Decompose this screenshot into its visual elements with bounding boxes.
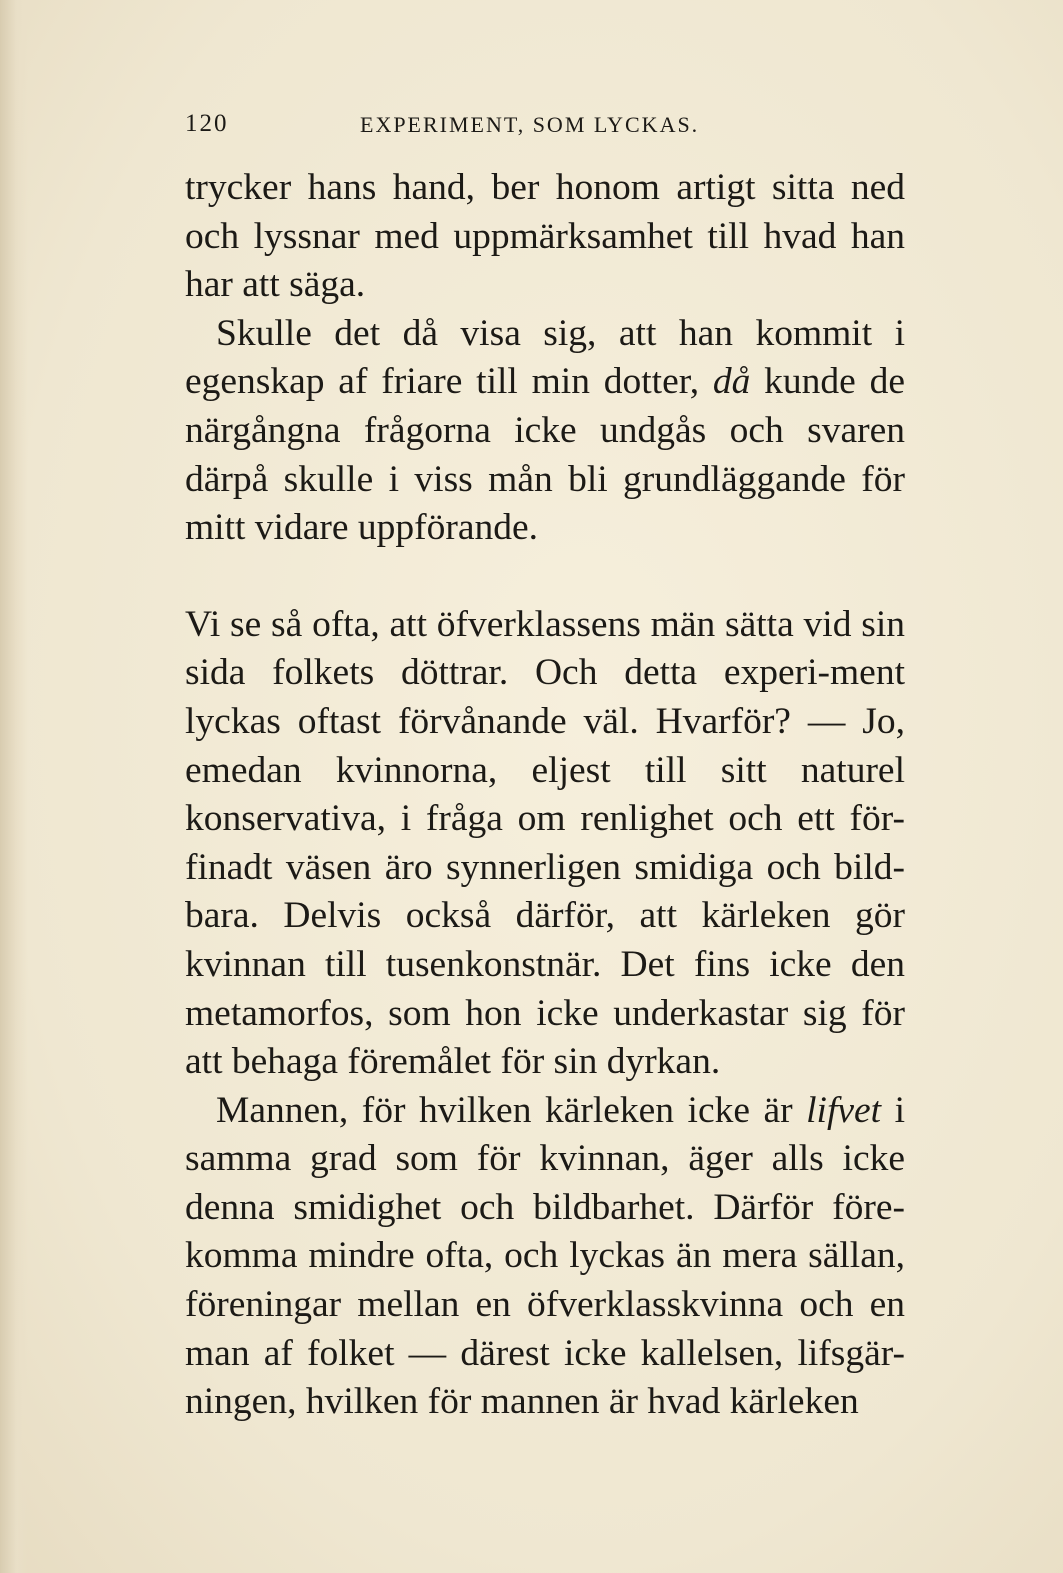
body-text — [185, 164, 905, 1427]
text-line: finadt väsen äro synnerligen smidiga och bild- — [185, 846, 905, 888]
text-line: Skulle det då visa sig, att han kommit i — [216, 312, 905, 354]
page-number: 120 — [185, 110, 229, 137]
text-line: Vi se så ofta, att öfverklassens män sätta — [185, 603, 794, 645]
running-title: EXPERIMENT, SOM LYCKAS. — [360, 112, 700, 137]
page-header — [185, 110, 905, 150]
text-line: man af folket — därest icke kallelsen, lifsgär- — [185, 1332, 905, 1374]
text-line: och lyssnar med uppmärksamhet till hvad han — [185, 215, 905, 257]
text-line: har att säga. — [185, 264, 366, 306]
text-line: ment lyckas oftast förvånande väl. Hvarför? — [185, 652, 905, 742]
text-line: denna smidighet och bildbarhet. Därför före- — [185, 1186, 905, 1228]
text-line: mitt vidare uppförande. — [185, 507, 539, 549]
text-line: föreningar mellan en öfverklasskvinna och en — [185, 1284, 905, 1326]
text-line: Mannen, för hvilken kärleken icke är — [216, 1089, 807, 1131]
text-line: att behaga föremålet för sin dyrkan. — [185, 1041, 721, 1083]
text-line: närgångna frågorna icke undgås och svaren — [185, 409, 905, 451]
text-line: kvinnan till tusenkonstnär. Det fins icke den — [185, 943, 905, 985]
italic-word: lifvet — [806, 1089, 882, 1131]
text-line: därpå skulle i viss mån bli grundläggande för — [185, 458, 905, 500]
text-line: komma mindre ofta, och lyckas än mera sällan, — [185, 1235, 905, 1277]
text-line: egenskap af friare till min dotter, — [185, 361, 713, 403]
text-line: i samma grad som för kvinnan, äger alls icke — [185, 1089, 905, 1180]
italic-word: då — [712, 361, 751, 403]
text-line: metamorfos, som hon icke underkastar sig för — [185, 992, 905, 1034]
page-gutter-shadow — [0, 0, 28, 1573]
text-line: — Jo, emedan kvinnorna, eljest till sitt naturel — [185, 700, 906, 791]
paragraph-4 — [185, 1087, 905, 1427]
paragraph-1 — [185, 164, 905, 310]
text-line: vid sin sida folkets döttrar. Och detta experi- — [185, 603, 905, 694]
text-line: kunde de — [750, 361, 905, 403]
text-line: bara. Delvis också därför, att kärleken gör — [185, 895, 905, 937]
text-line: ningen, hvilken för mannen är hvad kärleken — [185, 1381, 859, 1423]
paragraph-3 — [185, 601, 905, 1087]
text-line: trycker hans hand, ber honom artigt sitta ned — [185, 167, 905, 208]
text-line: konservativa, i fråga om renlighet och ett för- — [185, 798, 905, 840]
paragraph-2 — [185, 310, 905, 553]
